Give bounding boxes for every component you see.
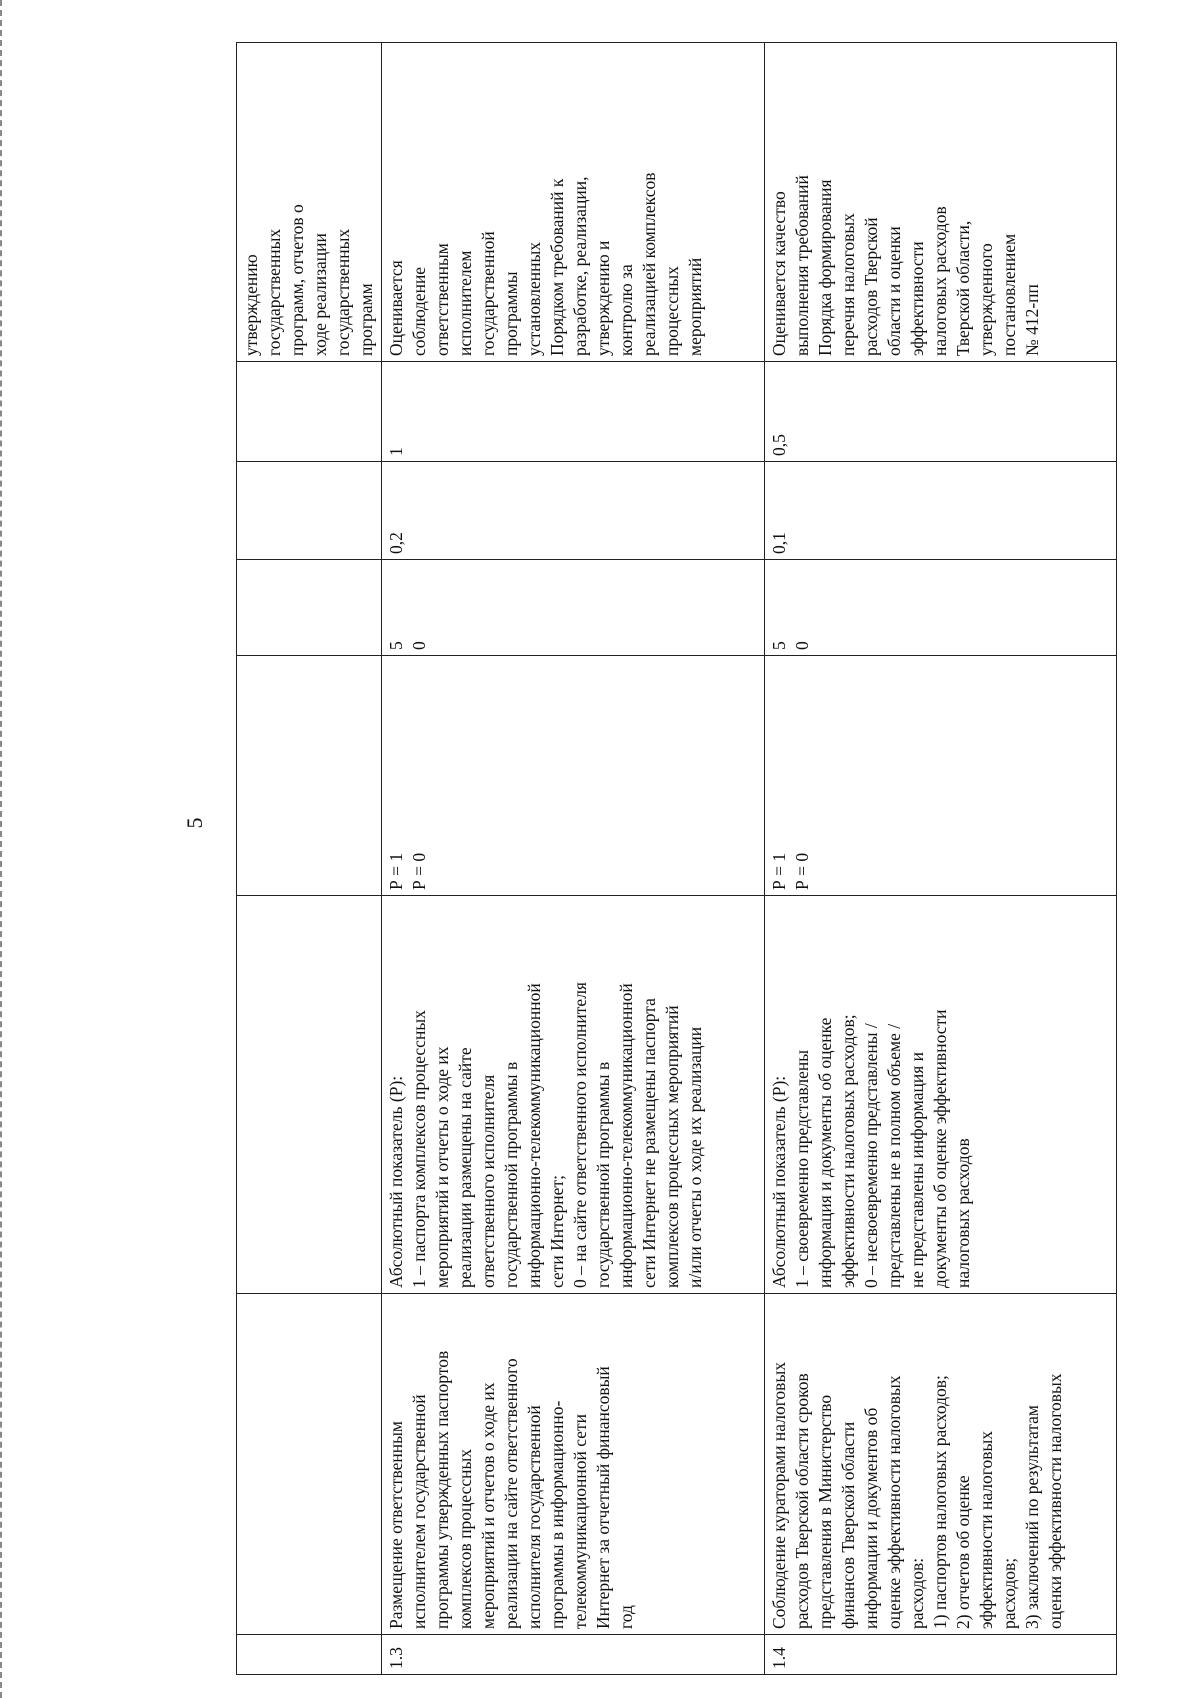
row-number bbox=[237, 1635, 382, 1675]
row-number: 1.4 bbox=[765, 1635, 1117, 1675]
weight-cell bbox=[237, 462, 382, 560]
table-row bbox=[237, 43, 382, 1675]
criteria-table bbox=[236, 42, 1117, 1675]
description-cell: утверждению государственных программ, отчетов о ходе реализации государственных программ bbox=[237, 43, 382, 362]
value-cell: Р = 1 Р = 0 bbox=[765, 656, 1117, 896]
description-cell: Оценивается качество выполнения требований Порядка формирования перечня налоговых расходов Тверской области и оценки эффективности налоговых расходов Тверской области, утвержденного постановлением № 412-пп bbox=[765, 43, 1117, 362]
max-cell bbox=[237, 362, 382, 462]
description-cell: Оценивается соблюдение ответственным исполнителем государственной программы установленных Порядком требований к разработке, реализации, утверждению и контролю за реализацией комплексов процессных мероприятий bbox=[382, 43, 765, 362]
points-cell bbox=[237, 560, 382, 656]
row-number: 1.3 bbox=[382, 1635, 765, 1675]
criterion-cell bbox=[237, 1294, 382, 1635]
max-cell: 1 bbox=[382, 362, 765, 462]
max-cell: 0,5 bbox=[765, 362, 1117, 462]
formula-cell: Абсолютный показатель (Р): 1 – паспорта комплексов процессных мероприятий и отчеты о ходе их реализации размещены на сайте ответственного исполнителя государственной программы в информационно-телекоммуникационной сети Интернет; 0 – на сайте ответственного исполнителя государственной программы в информационно-телекоммуникационной сети Интернет не размещены паспорта комплексов процессных мероприятий и/или отчеты о ходе их реализации bbox=[382, 896, 765, 1294]
formula-cell: Абсолютный показатель (Р): 1 – своевременно представлены информация и документы об оценке эффективности налоговых расходов; 0 – несвоевременно представлены / представлены не в полном объеме / не представлены информация и документы об оценке эффективности налоговых расходов bbox=[765, 896, 1117, 1294]
value-cell bbox=[237, 656, 382, 896]
rotated-table-wrapper bbox=[236, 43, 1116, 1675]
formula-cell bbox=[237, 896, 382, 1294]
scan-edge-marks bbox=[0, 0, 5, 1698]
weight-cell: 0,1 bbox=[765, 462, 1117, 560]
table-row bbox=[765, 43, 1117, 1675]
table-row bbox=[382, 43, 765, 1675]
criterion-cell: Размещение ответственным исполнителем государственной программы утвержденных паспортов комплексов процессных мероприятий и отчетов о ходе их реализации на сайте ответственного исполнителя государственной программы в информационно- телекоммуникационной сети Интернет за отчетный финансовый год bbox=[382, 1294, 765, 1635]
page-number: 5 bbox=[182, 817, 207, 829]
weight-cell: 0,2 bbox=[382, 462, 765, 560]
criterion-cell: Соблюдение кураторами налоговых расходов Тверской области сроков представления в Министерство финансов Тверской области информации и документов об оценке эффективности налоговых расходов: 1) паспортов налоговых расходов; 2) отчетов об оценке эффективности налоговых расходов; 3) заключений по результатам оценки эффективности налоговых bbox=[765, 1294, 1117, 1635]
value-cell: Р = 1 Р = 0 bbox=[382, 656, 765, 896]
points-cell: 5 0 bbox=[765, 560, 1117, 656]
points-cell: 5 0 bbox=[382, 560, 765, 656]
